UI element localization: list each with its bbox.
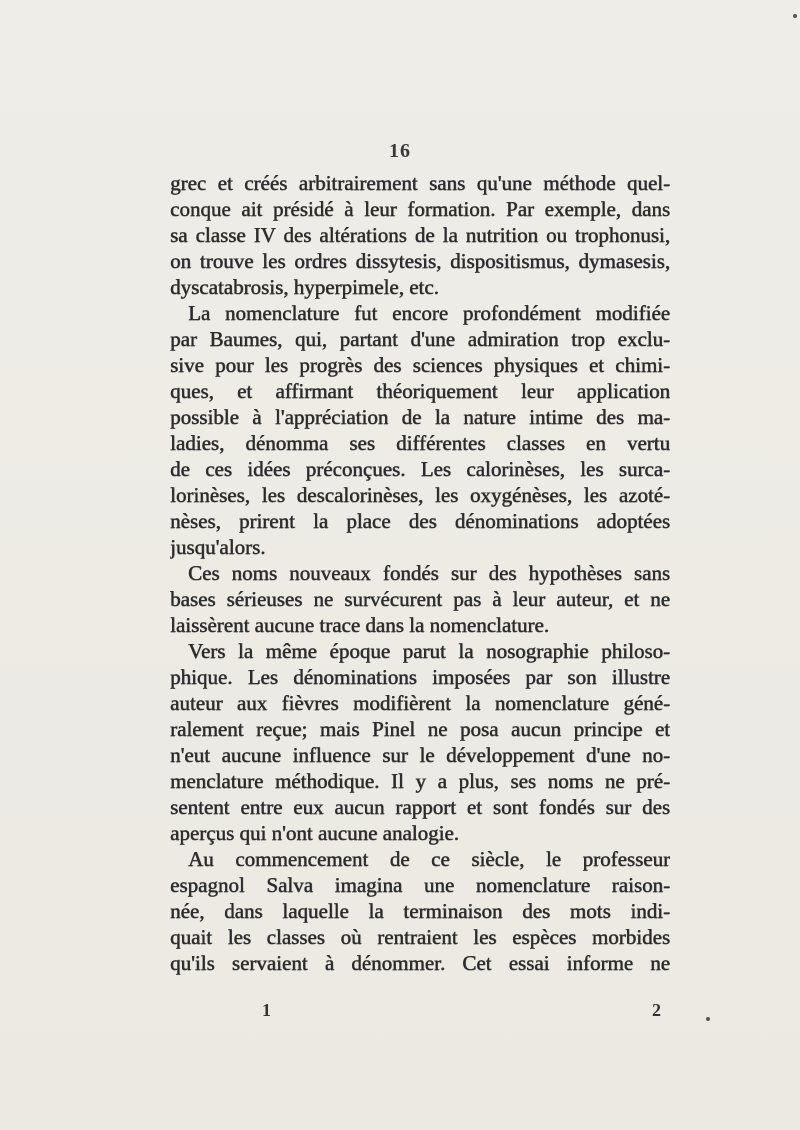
text-line: auteur aux fièvres modifièrent la nomenclature géné-	[170, 691, 670, 715]
text-line: Au commencement de ce siècle, le professeur	[188, 847, 670, 871]
signature-mark-left: 1	[262, 1000, 271, 1020]
text-line: possible à l'appréciation de la nature intime des ma-	[170, 405, 670, 429]
text-line: lorinèses, les descalorinèses, les oxygénèses, les azoté-	[170, 483, 670, 507]
page-speck	[793, 14, 797, 18]
text-line: Ces noms nouveaux fondés sur des hypothèses sans	[188, 561, 670, 585]
text-line: sentent entre eux aucun rapport et sont fondés sur des	[170, 795, 670, 819]
text-line: dyscatabrosis, hyperpimele, etc.	[170, 275, 439, 299]
text-line: on trouve les ordres dissytesis, dispositismus, dymasesis,	[170, 249, 670, 273]
page-speck	[706, 1017, 710, 1021]
text-line: bases sérieuses ne survécurent pas à leur auteur, et ne	[170, 587, 670, 611]
text-line: ralement reçue; mais Pinel ne posa aucun principe et	[170, 717, 670, 741]
text-line: phique. Les dénominations imposées par son illustre	[170, 665, 670, 689]
text-line: quait les classes où rentraient les espèces morbides	[170, 925, 670, 949]
text-line: n'eut aucune influence sur le développement d'une no-	[170, 743, 670, 767]
text-line: grec et créés arbitrairement sans qu'une méthode quel-	[170, 171, 670, 195]
text-line: jusqu'alors.	[170, 535, 266, 559]
text-line: ladies, dénomma ses différentes classes en vertu	[170, 431, 670, 455]
text-line: sive pour les progrès des sciences physiques et chimi-	[170, 353, 670, 377]
text-line: Vers la même époque parut la nosographie philoso-	[188, 639, 670, 663]
text-line: par Baumes, qui, partant d'une admiration trop exclu-	[170, 327, 670, 351]
text-line: La nomenclature fut encore profondément modifiée	[188, 301, 670, 325]
signature-mark-right: 2	[652, 1000, 661, 1020]
text-line: née, dans laquelle la terminaison des mots indi-	[170, 899, 670, 923]
text-line: conque ait présidé à leur formation. Par exemple, dans	[170, 197, 670, 221]
text-line: nèses, prirent la place des dénominations adoptées	[170, 509, 670, 533]
text-line: sa classe IV des altérations de la nutrition ou trophonusi,	[170, 223, 670, 247]
body-text	[170, 170, 670, 976]
text-line: de ces idées préconçues. Les calorinèses, les surca-	[170, 457, 670, 481]
text-line: espagnol Salva imagina une nomenclature raison-	[170, 873, 670, 897]
text-line: menclature méthodique. Il y a plus, ses noms ne pré-	[170, 769, 670, 793]
page-number: 16	[389, 140, 411, 162]
text-line: ques, et affirmant théoriquement leur application	[170, 379, 670, 403]
text-line: aperçus qui n'ont aucune analogie.	[170, 821, 459, 845]
text-line: qu'ils servaient à dénommer. Cet essai informe ne	[170, 951, 670, 975]
text-line: laissèrent aucune trace dans la nomenclature.	[170, 613, 549, 637]
